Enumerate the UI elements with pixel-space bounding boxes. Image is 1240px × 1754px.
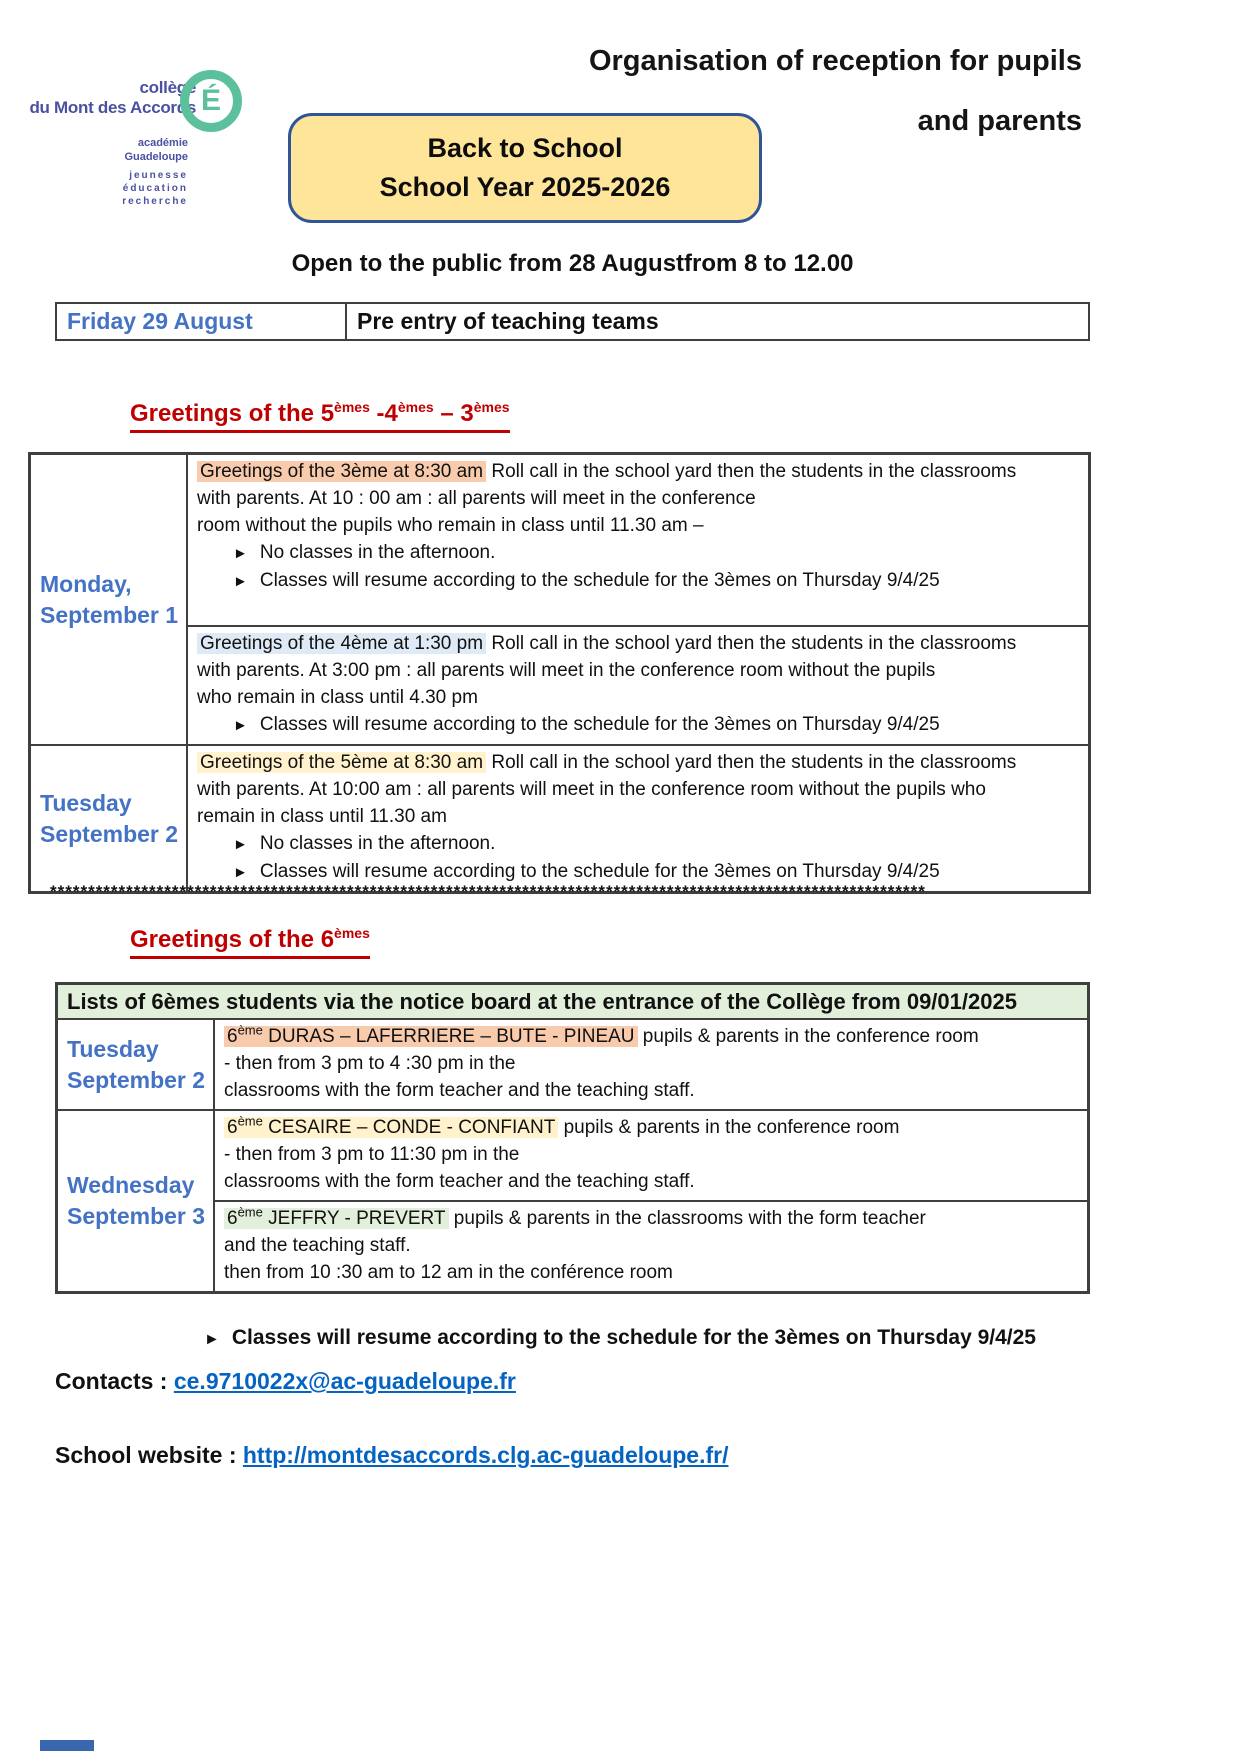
highlight-4eme: Greetings of the 4ème at 1:30 pm	[197, 633, 486, 654]
highlight-5eme: Greetings of the 5ème at 8:30 am	[197, 752, 486, 773]
day-line1: Wednesday	[67, 1172, 195, 1198]
class-sup: ème	[237, 1022, 263, 1038]
entry-line	[197, 749, 1078, 776]
entry-line: - then from 3 pm to 4 :30 pm in the	[224, 1053, 516, 1074]
pre-entry-event: Pre entry of teaching teams	[357, 308, 659, 334]
entry-line: classrooms with the form teacher and the teaching staff.	[224, 1080, 695, 1101]
pre-entry-table	[55, 302, 1090, 341]
asterisk-separator: *******************************************************************************************************************	[50, 882, 926, 901]
entry-text: pupils & parents in the conference room	[558, 1117, 900, 1138]
entry-text: pupils & parents in the classrooms with the form teacher	[448, 1208, 926, 1229]
ministry-motto	[122, 169, 188, 208]
bullet-icon: ►	[233, 836, 248, 853]
day-line2: September 2	[40, 820, 179, 847]
academy-name	[124, 136, 188, 164]
section-heading-5emes	[130, 400, 510, 433]
bullet-text: Classes will resume according to the schedule for the 3èmes on Thursday 9/4/25	[259, 570, 940, 591]
monday-entries	[188, 455, 1088, 744]
entry-line: and the teaching staff.	[224, 1235, 411, 1256]
tuesday-entries	[188, 746, 1088, 891]
academy-line1: académie	[137, 137, 188, 149]
website-link[interactable]: http://montdesaccords.clg.ac-guadeloupe.fr/	[242, 1442, 729, 1468]
entry-text: Roll call in the school yard then the students in the classrooms	[486, 633, 1017, 654]
day-label-tuesday-6emes	[58, 1020, 215, 1109]
schedule-table-543emes	[28, 452, 1091, 894]
entry-line: remain in class until 11.30 am	[197, 806, 447, 827]
motto-line2: éducation	[122, 183, 188, 194]
banner-line2: School Year 2025-2026	[379, 172, 671, 202]
heading-sup: èmes	[473, 399, 510, 415]
bullet-item	[197, 567, 1078, 595]
entry-line: with parents. At 3:00 pm : all parents will meet in the conference room without the pupils	[197, 660, 936, 681]
page-footer-mark	[40, 1740, 94, 1751]
highlight-cesaire-group	[224, 1113, 558, 1138]
highlight-duras-group	[224, 1022, 638, 1047]
page-title-line1: Organisation of reception for pupils	[588, 45, 1082, 77]
heading-sup: èmes	[397, 399, 434, 415]
entry-text: Roll call in the school yard then the students in the classrooms	[486, 461, 1017, 482]
bullet-icon: ►	[233, 545, 248, 562]
day-line1: Monday,	[40, 570, 132, 597]
class-names: JEFFRY - PREVERT	[262, 1208, 446, 1229]
class-number: 6	[227, 1208, 238, 1229]
heading-text: -4	[369, 400, 398, 427]
entry-line: who remain in class until 4.30 pm	[197, 687, 478, 708]
school-logo	[29, 70, 240, 220]
website-line	[55, 1442, 729, 1469]
bullet-icon: ►	[233, 717, 248, 734]
entry-line: with parents. At 10 : 00 am : all parents will meet in the conference	[197, 488, 756, 509]
day-line1: Tuesday	[67, 1035, 159, 1062]
heading-text: – 3	[433, 400, 474, 427]
day-label-wednesday-6emes	[58, 1111, 215, 1291]
entry-line: - then from 3 pm to 11:30 pm in the	[224, 1144, 520, 1165]
motto-line3: recherche	[122, 196, 188, 207]
page-title-line2: and parents	[917, 105, 1082, 137]
entry-line	[197, 458, 1078, 485]
back-to-school-banner	[288, 113, 762, 223]
entry-duras-group	[215, 1020, 1087, 1109]
table-row-monday	[31, 455, 1088, 744]
school-name-line2: du Mont des Accords	[29, 98, 196, 117]
motto-line1: jeunesse	[129, 170, 188, 181]
bullet-icon: ►	[204, 1331, 220, 1348]
entry-text: Roll call in the school yard then the students in the classrooms	[486, 752, 1017, 773]
entry-line: with parents. At 10:00 am : all parents will meet in the conference room without the pupils who	[197, 779, 986, 800]
class-number: 6	[227, 1117, 238, 1138]
tuesday-6emes-entries	[215, 1020, 1087, 1109]
heading-sup: èmes	[334, 925, 370, 941]
emblem-letter: É	[200, 84, 221, 117]
entry-cesaire-group	[215, 1111, 1087, 1200]
contacts-line	[55, 1368, 516, 1395]
class-number: 6	[227, 1026, 238, 1047]
entry-line: then from 10 :30 am to 12 am in the conférence room	[224, 1262, 673, 1283]
class-sup: ème	[237, 1204, 263, 1220]
entry-5eme	[188, 746, 1088, 891]
day-label-monday	[31, 455, 188, 744]
entry-line	[224, 1205, 1077, 1232]
pre-entry-date: Friday 29 August	[57, 304, 347, 339]
bullet-icon: ►	[233, 864, 248, 881]
day-line2: September 3	[67, 1203, 206, 1229]
table-row-tuesday	[31, 744, 1088, 891]
website-label: School website :	[55, 1442, 243, 1468]
lists-table-6emes	[55, 982, 1090, 1294]
entry-jeffry-group	[215, 1200, 1087, 1291]
table-row-tuesday-6emes	[58, 1020, 1087, 1109]
highlight-jeffry-group	[224, 1204, 449, 1229]
school-name-line1: collège	[139, 78, 196, 97]
highlight-3eme: Greetings of the 3ème at 8:30 am	[197, 461, 486, 482]
day-line2: September 2	[67, 1066, 206, 1093]
section-heading-6emes	[130, 926, 370, 959]
bullet-text: No classes in the afternoon.	[259, 833, 496, 854]
entry-line: room without the pupils who remain in class until 11.30 am –	[197, 515, 704, 536]
class-names: CESAIRE – CONDE - CONFIANT	[262, 1117, 556, 1138]
contacts-email-link[interactable]: ce.9710022x@ac-guadeloupe.fr	[173, 1368, 516, 1394]
heading-text: Greetings of the 6	[130, 926, 335, 953]
school-name	[29, 78, 196, 118]
entry-line	[224, 1114, 1077, 1141]
table-row-wednesday-6emes	[58, 1109, 1087, 1291]
entry-3eme	[188, 455, 1088, 625]
resume-note-text: Classes will resume according to the schedule for the 3èmes on Thursday 9/4/25	[231, 1326, 1036, 1349]
academy-line2: Guadeloupe	[124, 151, 188, 163]
contacts-label: Contacts :	[55, 1368, 174, 1394]
entry-line	[224, 1023, 1077, 1050]
entry-text: pupils & parents in the conference room	[637, 1026, 979, 1047]
open-to-public-subtitle: Open to the public from 28 Augustfrom 8 to 12.00	[291, 250, 854, 277]
wednesday-6emes-entries	[215, 1111, 1087, 1291]
class-names: DURAS – LAFERRIERE – BUTE - PINEAU	[262, 1026, 635, 1047]
day-line1: Tuesday	[40, 789, 132, 816]
bullet-text: No classes in the afternoon.	[259, 542, 496, 563]
lists-table-header: Lists of 6èmes students via the notice board at the entrance of the Collège from 09/01/2025	[58, 985, 1087, 1020]
day-label-tuesday	[31, 746, 188, 891]
class-sup: ème	[237, 1113, 263, 1129]
day-line2: September 1	[40, 601, 179, 628]
resume-note	[0, 1326, 1240, 1350]
bullet-item	[197, 830, 1078, 858]
bullet-text: Classes will resume according to the schedule for the 3èmes on Thursday 9/4/25	[259, 714, 940, 735]
entry-line	[197, 630, 1078, 657]
entry-line: classrooms with the form teacher and the teaching staff.	[224, 1171, 695, 1192]
bullet-item	[197, 539, 1078, 567]
bullet-icon: ►	[233, 573, 248, 590]
heading-text: Greetings of the 5	[130, 400, 335, 427]
bullet-item	[197, 711, 1078, 739]
entry-4eme	[188, 625, 1088, 744]
bullet-text: Classes will resume according to the schedule for the 3èmes on Thursday 9/4/25	[259, 861, 940, 882]
heading-sup: èmes	[334, 399, 370, 415]
banner-line1: Back to School	[427, 133, 623, 163]
academy-emblem-icon	[180, 70, 242, 132]
